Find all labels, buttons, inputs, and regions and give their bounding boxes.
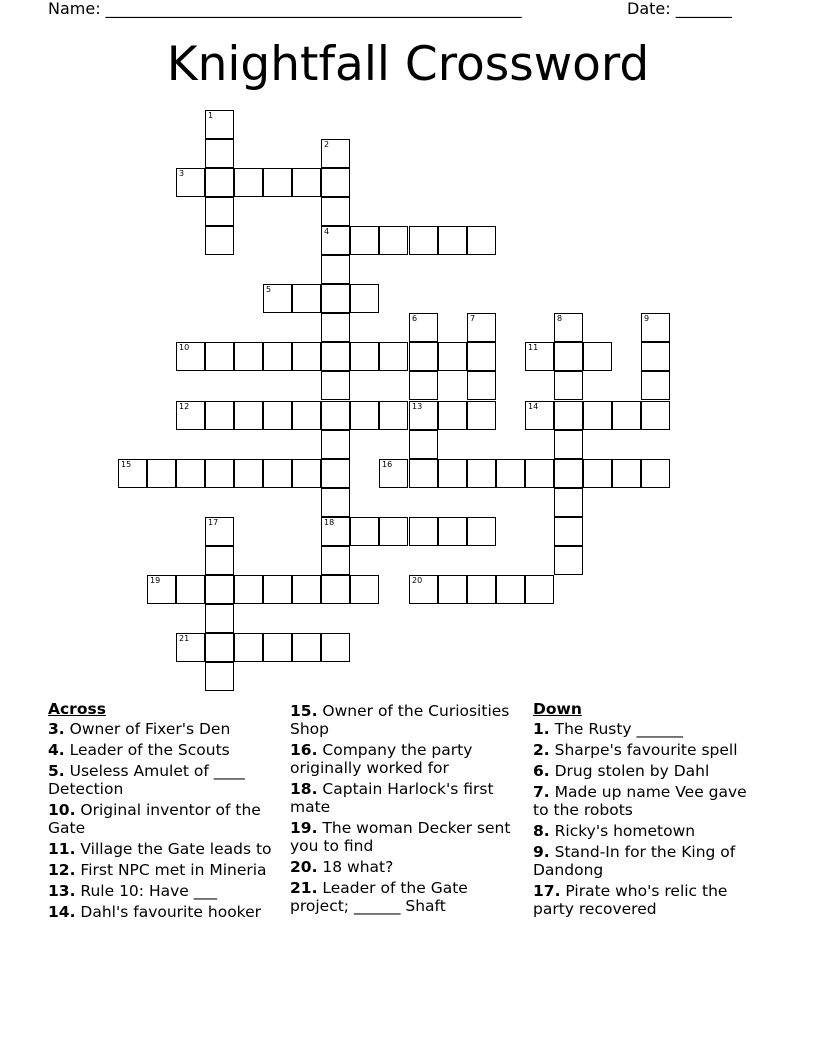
grid-cell[interactable]	[525, 575, 554, 604]
grid-cell[interactable]	[205, 168, 234, 197]
cell-number: 11	[528, 343, 539, 352]
grid-cell[interactable]	[205, 197, 234, 226]
page-title: Knightfall Crossword	[166, 37, 650, 92]
down-heading: Down	[533, 700, 582, 718]
clue-down-7: 7. Made up name Vee gave to the robots	[533, 783, 747, 819]
grid-cell[interactable]	[409, 517, 438, 546]
grid-cell[interactable]	[292, 284, 321, 313]
grid-cell[interactable]	[147, 459, 176, 488]
grid-cell[interactable]	[438, 401, 467, 430]
clue-down-9: 9. Stand-In for the King of Dandong	[533, 843, 736, 879]
grid-cell[interactable]	[205, 546, 234, 575]
clue-across-12: 12. First NPC met in Mineria	[48, 861, 267, 879]
clue-across-5: 5. Useless Amulet of ____ Detection	[48, 762, 245, 798]
down-clues-column	[533, 700, 763, 921]
grid-cell[interactable]	[350, 575, 379, 604]
grid-cell[interactable]	[409, 342, 438, 371]
grid-cell[interactable]	[641, 371, 670, 400]
grid-cell[interactable]	[321, 139, 350, 168]
grid-cell[interactable]	[205, 575, 234, 604]
grid-cell[interactable]	[409, 401, 438, 430]
grid-cell[interactable]	[409, 575, 438, 604]
grid-cell[interactable]	[205, 459, 234, 488]
grid-cell[interactable]	[147, 575, 176, 604]
clue-across-10: 10. Original inventor of the Gate	[48, 801, 261, 837]
grid-cell[interactable]	[438, 517, 467, 546]
grid-cell[interactable]	[554, 546, 583, 575]
grid-cell[interactable]	[496, 459, 525, 488]
grid-cell[interactable]	[350, 517, 379, 546]
grid-cell[interactable]	[554, 401, 583, 430]
grid-cell[interactable]	[205, 139, 234, 168]
grid-cell[interactable]	[612, 459, 641, 488]
grid-cell[interactable]	[321, 342, 350, 371]
grid-cell[interactable]	[467, 342, 496, 371]
grid-cell[interactable]	[350, 342, 379, 371]
cell-number: 18	[324, 518, 335, 527]
date-field-label: Date: _______	[627, 0, 732, 18]
cell-number: 2	[324, 140, 330, 149]
clue-across-20: 20. 18 what?	[290, 858, 394, 876]
grid-cell[interactable]	[350, 226, 379, 255]
cell-number: 3	[179, 169, 185, 178]
grid-cell[interactable]	[205, 604, 234, 633]
clue-across-3: 3. Owner of Fixer's Den	[48, 720, 231, 738]
grid-cell[interactable]	[234, 401, 263, 430]
grid-cell[interactable]	[176, 342, 205, 371]
grid-cell[interactable]	[263, 284, 292, 313]
grid-cell[interactable]	[554, 371, 583, 400]
cell-number: 13	[412, 402, 423, 411]
grid-cell[interactable]	[350, 284, 379, 313]
grid-cell[interactable]	[350, 401, 379, 430]
cell-number: 16	[382, 460, 393, 469]
grid-cell[interactable]	[409, 459, 438, 488]
grid-cell[interactable]	[467, 575, 496, 604]
grid-cell[interactable]	[467, 401, 496, 430]
grid-cell[interactable]	[438, 342, 467, 371]
grid-cell[interactable]	[263, 575, 292, 604]
grid-cell[interactable]	[292, 401, 321, 430]
grid-cell[interactable]	[409, 430, 438, 459]
grid-cell[interactable]	[263, 168, 292, 197]
across-clues-column-1	[48, 700, 288, 924]
clue-down-8: 8. Ricky's hometown	[533, 822, 696, 840]
cell-number: 1	[208, 111, 214, 120]
name-field-label: Name: ____________________________________________________	[48, 0, 522, 18]
grid-cell[interactable]	[321, 313, 350, 342]
grid-cell[interactable]	[467, 371, 496, 400]
grid-cell[interactable]	[379, 459, 408, 488]
cell-number: 5	[266, 285, 272, 294]
grid-cell[interactable]	[321, 546, 350, 575]
cell-number: 7	[470, 314, 476, 323]
clue-across-19: 19. The woman Decker sent you to find	[290, 819, 511, 855]
grid-cell[interactable]	[467, 226, 496, 255]
grid-cell[interactable]	[467, 313, 496, 342]
cell-number: 20	[412, 576, 423, 585]
grid-cell[interactable]	[176, 575, 205, 604]
cell-number: 21	[179, 634, 190, 643]
grid-cell[interactable]	[176, 459, 205, 488]
grid-cell[interactable]	[612, 401, 641, 430]
grid-cell[interactable]	[321, 633, 350, 662]
clue-across-16: 16. Company the party originally worked for	[290, 741, 473, 777]
grid-cell[interactable]	[234, 575, 263, 604]
grid-cell[interactable]	[525, 401, 554, 430]
grid-cell[interactable]	[467, 517, 496, 546]
grid-cell[interactable]	[263, 633, 292, 662]
grid-cell[interactable]	[409, 371, 438, 400]
grid-cell[interactable]	[554, 313, 583, 342]
grid-cell[interactable]	[409, 226, 438, 255]
grid-cell[interactable]	[641, 313, 670, 342]
grid-cell[interactable]	[379, 517, 408, 546]
grid-cell[interactable]	[321, 430, 350, 459]
cell-number: 19	[150, 576, 161, 585]
clue-across-14: 14. Dahl's favourite hooker	[48, 903, 262, 921]
grid-cell[interactable]	[321, 284, 350, 313]
grid-cell[interactable]	[205, 342, 234, 371]
grid-cell[interactable]	[321, 459, 350, 488]
grid-cell[interactable]	[263, 459, 292, 488]
grid-cell[interactable]	[263, 401, 292, 430]
grid-cell[interactable]	[554, 488, 583, 517]
grid-cell[interactable]	[583, 459, 612, 488]
grid-cell[interactable]	[641, 459, 670, 488]
grid-cell[interactable]	[234, 168, 263, 197]
grid-cell[interactable]	[496, 575, 525, 604]
grid-cell[interactable]	[321, 575, 350, 604]
grid-cell[interactable]	[321, 197, 350, 226]
grid-cell[interactable]	[525, 342, 554, 371]
grid-cell[interactable]	[554, 342, 583, 371]
grid-cell[interactable]	[409, 313, 438, 342]
clue-across-11: 11. Village the Gate leads to	[48, 840, 272, 858]
grid-cell[interactable]	[321, 255, 350, 284]
grid-cell[interactable]	[292, 342, 321, 371]
clue-down-2: 2. Sharpe's favourite spell	[533, 741, 738, 759]
cell-number: 10	[179, 343, 190, 352]
clue-across-21: 21. Leader of the Gate project; ______ Shaft	[290, 879, 468, 915]
grid-cell[interactable]	[205, 517, 234, 546]
clue-down-6: 6. Drug stolen by Dahl	[533, 762, 710, 780]
grid-cell[interactable]	[438, 575, 467, 604]
cell-number: 14	[528, 402, 539, 411]
grid-cell[interactable]	[379, 401, 408, 430]
grid-cell[interactable]	[234, 633, 263, 662]
grid-cell[interactable]	[554, 517, 583, 546]
clue-across-13: 13. Rule 10: Have ___	[48, 882, 217, 900]
grid-cell[interactable]	[379, 226, 408, 255]
cell-number: 17	[208, 518, 219, 527]
grid-cell[interactable]	[234, 459, 263, 488]
grid-cell[interactable]	[554, 430, 583, 459]
clue-across-18: 18. Captain Harlock's first mate	[290, 780, 494, 816]
grid-cell[interactable]	[438, 459, 467, 488]
grid-cell[interactable]	[554, 459, 583, 488]
grid-cell[interactable]	[583, 342, 612, 371]
grid-cell[interactable]	[379, 342, 408, 371]
grid-cell[interactable]	[205, 226, 234, 255]
grid-cell[interactable]	[205, 662, 234, 691]
grid-cell[interactable]	[321, 488, 350, 517]
grid-cell[interactable]	[438, 226, 467, 255]
grid-cell[interactable]	[525, 459, 554, 488]
grid-cell[interactable]	[321, 168, 350, 197]
across-heading: Across	[48, 700, 106, 718]
grid-cell[interactable]	[176, 633, 205, 662]
clue-across-4: 4. Leader of the Scouts	[48, 741, 230, 759]
cell-number: 15	[121, 460, 132, 469]
clue-down-17: 17. Pirate who's relic the party recovered	[533, 882, 728, 918]
grid-cell[interactable]	[292, 168, 321, 197]
grid-cell[interactable]	[234, 342, 263, 371]
cell-number: 9	[644, 314, 650, 323]
grid-cell[interactable]	[583, 401, 612, 430]
grid-cell[interactable]	[205, 110, 234, 139]
grid-cell[interactable]	[263, 342, 292, 371]
grid-cell[interactable]	[641, 342, 670, 371]
grid-cell[interactable]	[118, 459, 147, 488]
cell-number: 8	[557, 314, 563, 323]
clue-across-15: 15. Owner of the Curiosities Shop	[290, 702, 510, 738]
cell-number: 12	[179, 402, 190, 411]
grid-cell[interactable]	[176, 401, 205, 430]
grid-cell[interactable]	[292, 575, 321, 604]
cell-number: 4	[324, 227, 330, 236]
grid-cell[interactable]	[641, 401, 670, 430]
grid-cell[interactable]	[321, 401, 350, 430]
grid-cell[interactable]	[321, 226, 350, 255]
grid-cell[interactable]	[205, 401, 234, 430]
clue-down-1: 1. The Rusty ______	[533, 720, 684, 738]
grid-cell[interactable]	[205, 633, 234, 662]
across-clues-column-2	[290, 702, 530, 918]
grid-cell[interactable]	[292, 633, 321, 662]
grid-cell[interactable]	[176, 168, 205, 197]
grid-cell[interactable]	[321, 371, 350, 400]
grid-cell[interactable]	[292, 459, 321, 488]
grid-cell[interactable]	[467, 459, 496, 488]
cell-number: 6	[412, 314, 418, 323]
grid-cell[interactable]	[321, 517, 350, 546]
